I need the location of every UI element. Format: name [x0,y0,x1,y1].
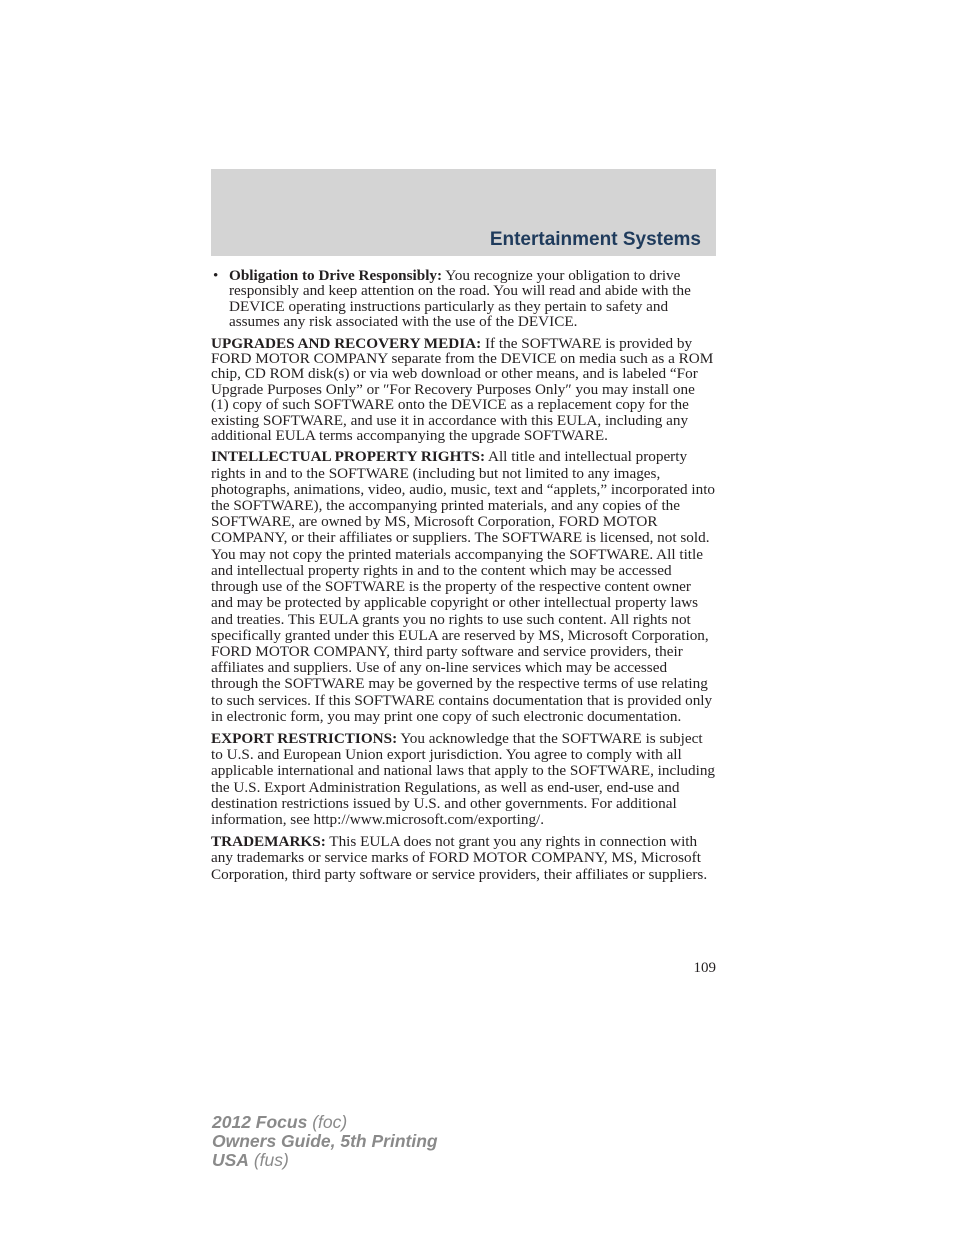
footer-model-code: (foc) [307,1112,348,1132]
bullet-item [211,268,716,330]
trademarks-text: This EULA does not grant you any rights in connection with any trademarks or service marks of FORD MOTOR COMPANY, MS, Microsoft Corporation, third party software or service providers, their affiliates or suppliers. [211,833,708,883]
trademarks-lead: TRADEMARKS: [211,833,326,851]
footer-market: USA [212,1150,249,1170]
trademarks-paragraph [211,834,716,883]
footer-line-model [212,1113,438,1132]
footer-publication-info [212,1113,438,1170]
ip-rights-lead: INTELLECTUAL PROPERTY RIGHTS: [211,448,486,466]
ip-rights-paragraph [211,449,716,724]
bullet-dot-icon: • [213,267,219,284]
footer-model: 2012 Focus [212,1112,308,1132]
upgrades-lead: UPGRADES AND RECOVERY MEDIA: [211,334,482,352]
page-number: 109 [693,960,716,976]
footer-guide: Owners Guide, 5th Printing [212,1131,438,1151]
section-title: Entertainment Systems [489,229,701,250]
export-text: You acknowledge that the SOFTWARE is subject to U.S. and European Union export jurisdiction. You agree to comply with all applicable international and national laws that apply to the SOFTWARE, including the U.S. Export Administration Regulations, as well as end-user, end-use and destination restrictions issued by U.S. and other governments. For additional information, see http://www.microsoft.com/exporting/. [211,729,716,828]
footer-line-guide [212,1132,438,1151]
export-paragraph [211,731,716,828]
ip-rights-text: All title and intellectual property rights in and to the SOFTWARE (including but not limited to any images, photographs, animations, video, audio, music, text and “applets,” incorporated into the SOFTWARE), the accompanying printed materials, and any copies of the SOFTWARE, are owned by MS, Microsoft Corporation, FORD MOTOR COMPANY, or their affiliates or suppliers. The SOFTWARE is licensed, not sold. You may not copy the printed materials accompanying the SOFTWARE. All title and intellectual property rights in and to the content which may be accessed through use of the SOFTWARE is the property of the respective content owner and may be protected by applicable copyright or other intellectual property laws and treaties. This EULA grants you no rights to use such content. All rights not specifically granted under this EULA are reserved by MS, Microsoft Corporation, FORD MOTOR COMPANY, third party software and service providers, their affiliates and suppliers. Use of any on-line services which may be accessed through the SOFTWARE may be governed by the respective terms of use relating to such services. If this SOFTWARE contains documentation that is provided only in electronic form, you may print one copy of such electronic documentation. [211,448,716,725]
export-lead: EXPORT RESTRICTIONS: [211,729,398,747]
page-body [211,268,716,889]
upgrades-paragraph [211,336,716,444]
footer-line-market [212,1151,438,1170]
section-header-band [211,169,716,256]
bullet-lead: Obligation to Drive Responsibly: [229,267,443,284]
upgrades-text: If the SOFTWARE is provided by FORD MOTOR COMPANY separate from the DEVICE on media such as a ROM chip, CD ROM disk(s) or via web download or other means, and is labeled “For Upgrade Purposes Only” or ″For Recovery Purposes Only″ you may install one (1) copy of such SOFTWARE onto the DEVICE as a replacement copy for the existing SOFTWARE, and use it in accordance with this EULA, including any additional EULA terms accompanying the upgrade SOFTWARE. [211,334,714,445]
bullet-text: You recognize your obligation to drive responsibly and keep attention on the road. You will read and abide with the DEVICE operating instructions particularly as they pertain to safety and assumes any risk associated with the use of the DEVICE. [229,267,691,331]
footer-market-code: (fus) [248,1150,289,1170]
